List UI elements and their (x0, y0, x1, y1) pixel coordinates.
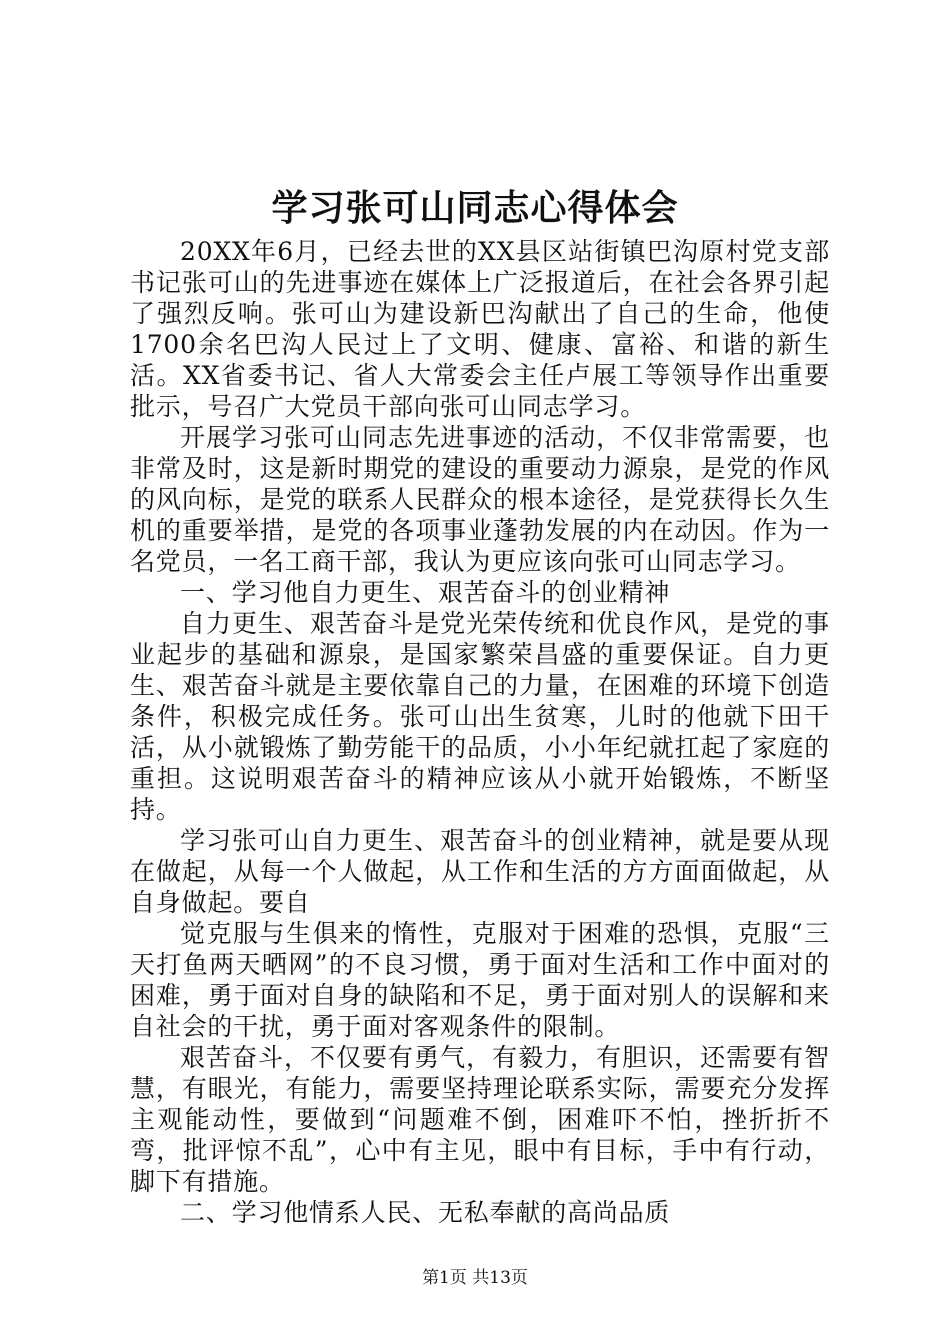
page-number-label: 第1页 共13页 (422, 1268, 528, 1288)
section-heading-1: 一、学习他自力更生、艰苦奋斗的创业精神 (180, 578, 671, 607)
paragraph-start-now: 学习张可山自力更生、艰苦奋斗的创业精神，就是要从现在做起，从每一个人做起，从工作和生活的方方面面做起，从自身做起。要自 (130, 826, 830, 917)
document-title: 学习张可山同志心得体会 (271, 187, 679, 229)
page-footer (0, 1266, 950, 1290)
paragraph-significance: 开展学习张可山同志先进事迹的活动，不仅非常需要，也非常及时，这是新时期党的建设的重要动力源泉，是党的作风的风向标，是党的联系人民群众的根本途径，是党获得长久生机的重要举措，是党的各项事业蓬勃发展的内在动因。作为一名党员，一名工商干部，我认为更应该向张可山同志学习。 (130, 423, 830, 576)
document-body (130, 236, 830, 1228)
paragraph-intro: 20XX年6月，已经去世的XX县区站街镇巴沟原村党支部书记张可山的先进事迹在媒体上广泛报道后，在社会各界引起了强烈反响。张可山为建设新巴沟献出了自己的生命，他使1700余名巴沟人民过上了文明、健康、富裕、和谐的新生活。XX省委书记、省人大常委会主任卢展工等领导作出重要批示，号召广大党员干部向张可山同志学习。 (130, 237, 830, 421)
paragraph-overcome: 觉克服与生俱来的惰性，克服对于困难的恐惧，克服“三天打鱼两天晒网”的不良习惯，勇于面对生活和工作中面对的困难，勇于面对自身的缺陷和不足，勇于面对别人的误解和来自社会的干扰，勇于面对客观条件的限制。 (130, 919, 830, 1041)
paragraph-self-reliance: 自力更生、艰苦奋斗是党光荣传统和优良作风，是党的事业起步的基础和源泉，是国家繁荣昌盛的重要保证。自力更生、艰苦奋斗就是主要依靠自己的力量，在困难的环境下创造条件，积极完成任务。张可山出生贫寒，儿时的他就下田干活，从小就锻炼了勤劳能干的品质，小小年纪就扛起了家庭的重担。这说明艰苦奋斗的精神应该从小就开始锻炼，不断坚持。 (130, 609, 830, 824)
paragraph-hard-work: 艰苦奋斗，不仅要有勇气，有毅力，有胆识，还需要有智慧，有眼光，有能力，需要坚持理论联系实际，需要充分发挥主观能动性，要做到“问题难不倒，困难吓不怕，挫折折不弯，批评惊不乱”，心中有主见，眼中有目标，手中有行动，脚下有措施。 (130, 1043, 830, 1196)
section-heading-2: 二、学习他情系人民、无私奉献的高尚品质 (180, 1198, 671, 1227)
